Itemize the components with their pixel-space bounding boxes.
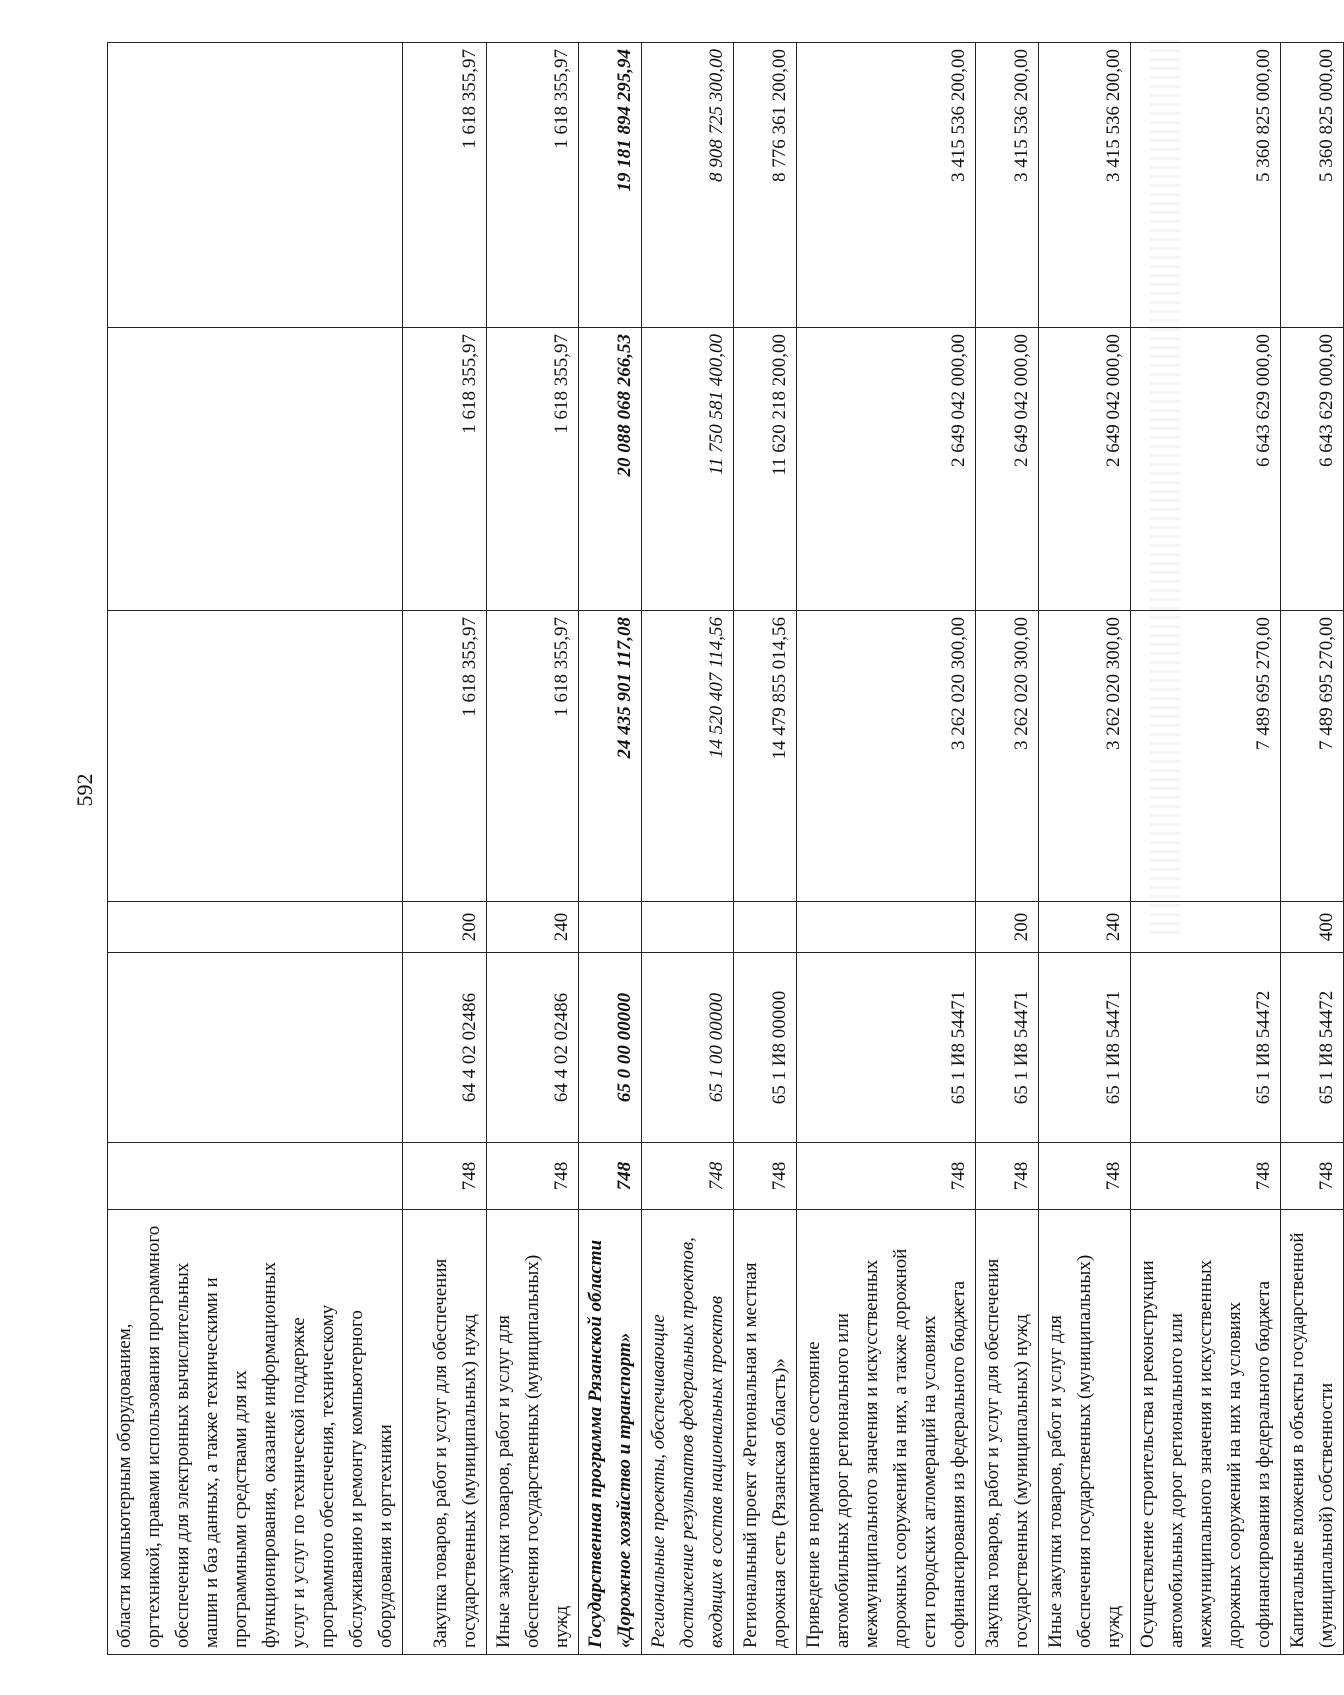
- rotated-table-container: [107, 43, 1337, 1655]
- cell-amount-year-1: 1 618 355,97: [487, 611, 579, 902]
- cell-amount-year-2: 6 643 629 000,00: [1131, 328, 1281, 611]
- cell-description: Иные закупки товаров, работ и услуг для обеспечения государственных (муниципальных) нужд: [487, 1210, 579, 1655]
- cell-amount-year-3: 5 360 825 000,00: [1281, 43, 1344, 328]
- cell-amount-year-1: 7 489 695 270,00: [1131, 611, 1281, 902]
- cell-expense-type: 240: [1039, 902, 1131, 953]
- cell-expense-type: [642, 902, 734, 953]
- cell-description: области компьютерным оборудованием, оргтехникой, правами использования программного обеспечения для электронных вычислительных машин и баз данных, а также техническими и программными средствами для их функционирования, оказание информационных услуг и услуг по технической поддержке программного обеспечения, техническому обслуживанию и ремонту компьютерного оборудования и оргтехники: [108, 1210, 403, 1655]
- cell-amount-year-1: 3 262 020 300,00: [1039, 611, 1131, 902]
- cell-ministry-code: 748: [579, 1143, 642, 1210]
- cell-amount-year-2: 11 620 218 200,00: [734, 328, 797, 611]
- cell-ministry-code: 748: [1039, 1143, 1131, 1210]
- cell-amount-year-2: 2 649 042 000,00: [1039, 328, 1131, 611]
- table-row: [579, 43, 642, 1655]
- cell-description: Капитальные вложения в объекты государственной (муниципальной) собственности: [1281, 1210, 1344, 1655]
- table-row: [976, 43, 1039, 1655]
- cell-ministry-code: 748: [487, 1143, 579, 1210]
- table-row: [487, 43, 579, 1655]
- cell-amount-year-2: 11 750 581 400,00: [642, 328, 734, 611]
- cell-amount-year-1: 14 520 407 114,56: [642, 611, 734, 902]
- cell-description: Региональные проекты, обеспечивающие достижение результатов федеральных проектов, входящих в состав национальных проектов: [642, 1210, 734, 1655]
- cell-description: Иные закупки товаров, работ и услуг для обеспечения государственных (муниципальных) нужд: [1039, 1210, 1131, 1655]
- table-row: [797, 43, 976, 1655]
- table-row: [108, 43, 403, 1655]
- cell-expense-type: [1131, 902, 1281, 953]
- cell-amount-year-3: 3 415 536 200,00: [1039, 43, 1131, 328]
- cell-amount-year-3: 5 360 825 000,00: [1131, 43, 1281, 328]
- cell-expense-type: [734, 902, 797, 953]
- table-row: [734, 43, 797, 1655]
- cell-amount-year-2: 2 649 042 000,00: [976, 328, 1039, 611]
- cell-amount-year-3: 1 618 355,97: [403, 43, 487, 328]
- cell-amount-year-3: 3 415 536 200,00: [797, 43, 976, 328]
- cell-expense-type: 400: [1281, 902, 1344, 953]
- cell-ministry-code: 748: [734, 1143, 797, 1210]
- cell-target-article: 65 1 И8 00000: [734, 953, 797, 1143]
- cell-amount-year-2: 1 618 355,97: [403, 328, 487, 611]
- cell-amount-year-1: [108, 611, 403, 902]
- cell-target-article: 65 1 И8 54472: [1131, 953, 1281, 1143]
- cell-amount-year-1: 7 489 695 270,00: [1281, 611, 1344, 902]
- cell-ministry-code: 748: [403, 1143, 487, 1210]
- cell-target-article: 65 0 00 00000: [579, 953, 642, 1143]
- cell-description: Региональный проект «Региональная и местная дорожная сеть (Рязанская область)»: [734, 1210, 797, 1655]
- cell-target-article: 65 1 И8 54471: [976, 953, 1039, 1143]
- cell-amount-year-1: 3 262 020 300,00: [976, 611, 1039, 902]
- cell-amount-year-3: 3 415 536 200,00: [976, 43, 1039, 328]
- cell-target-article: [108, 953, 403, 1143]
- cell-description: Закупка товаров, работ и услуг для обеспечения государственных (муниципальных) нужд: [403, 1210, 487, 1655]
- cell-amount-year-2: [108, 328, 403, 611]
- cell-target-article: 64 4 02 02486: [487, 953, 579, 1143]
- table-body: [108, 43, 1344, 1655]
- cell-description: Приведение в нормативное состояние автомобильных дорог регионального или межмуниципального значения и искусственных дорожных сооружений на них, а также дорожной сети городских агломераций на условиях софинансирования из федерального бюджета: [797, 1210, 976, 1655]
- table-row: [1131, 43, 1281, 1655]
- cell-ministry-code: 748: [642, 1143, 734, 1210]
- table-row: [642, 43, 734, 1655]
- cell-amount-year-3: [108, 43, 403, 328]
- cell-ministry-code: 748: [797, 1143, 976, 1210]
- cell-target-article: 65 1 И8 54472: [1281, 953, 1344, 1143]
- cell-target-article: 65 1 И8 54471: [797, 953, 976, 1143]
- cell-ministry-code: [108, 1143, 403, 1210]
- cell-amount-year-2: 2 649 042 000,00: [797, 328, 976, 611]
- table-row: [1281, 43, 1344, 1655]
- cell-amount-year-2: 6 643 629 000,00: [1281, 328, 1344, 611]
- table-row: [403, 43, 487, 1655]
- cell-expense-type: [108, 902, 403, 953]
- cell-expense-type: [797, 902, 976, 953]
- cell-amount-year-3: 8 776 361 200,00: [734, 43, 797, 328]
- cell-amount-year-3: 8 908 725 300,00: [642, 43, 734, 328]
- cell-amount-year-2: 1 618 355,97: [487, 328, 579, 611]
- cell-description: Осуществление строительства и реконструкции автомобильных дорог регионального или межмуниципального значения и искусственных дорожных сооружений на них на условиях софинансирования из федерального бюджета: [1131, 1210, 1281, 1655]
- cell-target-article: 65 1 И8 54471: [1039, 953, 1131, 1143]
- cell-expense-type: 200: [403, 902, 487, 953]
- cell-ministry-code: 748: [1131, 1143, 1281, 1210]
- cell-target-article: 64 4 02 02486: [403, 953, 487, 1143]
- cell-amount-year-1: 24 435 901 117,08: [579, 611, 642, 902]
- cell-description: Государственная программа Рязанской области «Дорожное хозяйство и транспорт»: [579, 1210, 642, 1655]
- budget-table: [107, 42, 1344, 1655]
- cell-expense-type: 200: [976, 902, 1039, 953]
- page-number: 592: [72, 773, 97, 807]
- cell-amount-year-2: 20 088 068 266,53: [579, 328, 642, 611]
- cell-amount-year-3: 1 618 355,97: [487, 43, 579, 328]
- cell-amount-year-3: 19 181 894 295,94: [579, 43, 642, 328]
- cell-expense-type: [579, 902, 642, 953]
- cell-ministry-code: 748: [976, 1143, 1039, 1210]
- cell-expense-type: 240: [487, 902, 579, 953]
- cell-description: Закупка товаров, работ и услуг для обеспечения государственных (муниципальных) нужд: [976, 1210, 1039, 1655]
- cell-amount-year-1: 14 479 855 014,56: [734, 611, 797, 902]
- cell-amount-year-1: 3 262 020 300,00: [797, 611, 976, 902]
- cell-amount-year-1: 1 618 355,97: [403, 611, 487, 902]
- table-row: [1039, 43, 1131, 1655]
- cell-target-article: 65 1 00 00000: [642, 953, 734, 1143]
- cell-ministry-code: 748: [1281, 1143, 1344, 1210]
